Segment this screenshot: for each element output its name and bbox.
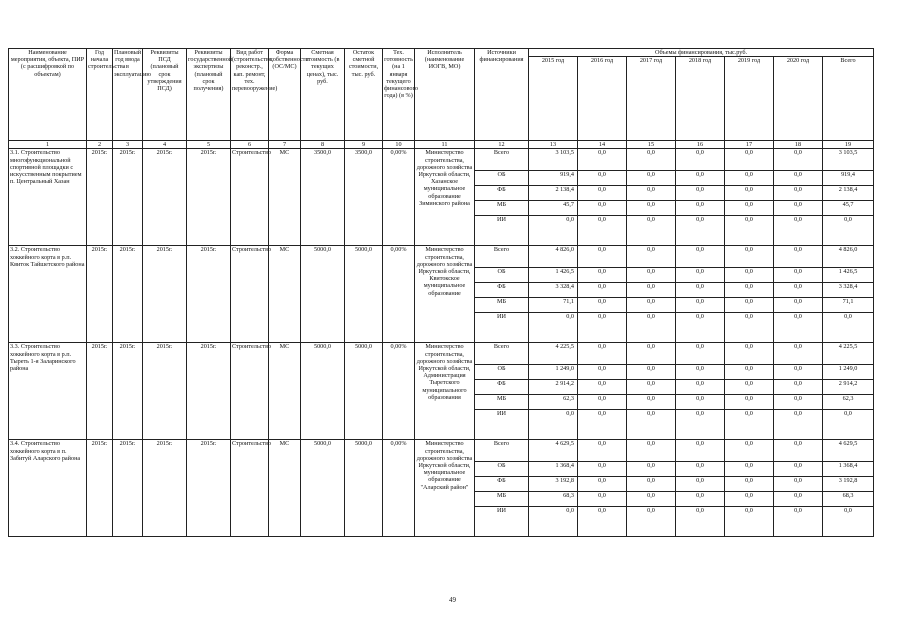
year-value: 0,0 (578, 410, 627, 440)
column-number: 14 (578, 141, 627, 149)
object-name: 3.2. Строительство хоккейного корта в р.п. Квиток Тайшетского района (9, 246, 87, 343)
year-value: 0,0 (676, 395, 725, 410)
header-year: 2016 год (578, 57, 627, 141)
year-value: 0,0 (627, 149, 676, 171)
column-number: 15 (627, 141, 676, 149)
year-value: 0,0 (578, 492, 627, 507)
year-value: 0,0 (676, 492, 725, 507)
funding-source: ОБ (475, 268, 529, 283)
funding-source: ИИ (475, 507, 529, 537)
ownership: МС (269, 440, 301, 537)
column-number: 9 (345, 141, 383, 149)
readiness: 0,00% (383, 246, 415, 343)
year-value: 0,0 (725, 268, 774, 283)
column-number: 13 (529, 141, 578, 149)
start-year: 2015г. (87, 149, 113, 246)
year-value: 0,0 (627, 380, 676, 395)
year-value: 0,0 (627, 171, 676, 186)
total-value: 4 826,0 (823, 246, 874, 268)
readiness: 0,00% (383, 149, 415, 246)
year-value: 0,0 (725, 283, 774, 298)
funding-source: ОБ (475, 365, 529, 380)
total-value: 0,0 (823, 313, 874, 343)
executor: Министерство строительства, дорожного хозяйства Иркутской области, муниципальное образование "Аларский район" (415, 440, 475, 537)
header-year: 2017 год (627, 57, 676, 141)
work-type: Строительство (231, 343, 269, 440)
object-name: 3.3. Строительство хоккейного корта в р.п. Тыреть 1-я Заларинского района (9, 343, 87, 440)
year-value: 1 249,0 (529, 365, 578, 380)
year-value: 0,0 (774, 395, 823, 410)
header-year: 2020 год (774, 57, 823, 141)
year-value: 0,0 (578, 268, 627, 283)
year-value: 0,0 (774, 410, 823, 440)
year-value: 0,0 (627, 492, 676, 507)
year-value: 0,0 (725, 380, 774, 395)
financing-table (8, 48, 874, 537)
ownership: МС (269, 246, 301, 343)
year-value: 0,0 (676, 343, 725, 365)
table-row (9, 440, 874, 462)
year-value: 0,0 (774, 380, 823, 395)
year-value: 919,4 (529, 171, 578, 186)
year-value: 62,3 (529, 395, 578, 410)
year-value: 0,0 (627, 462, 676, 477)
year-value: 0,0 (774, 186, 823, 201)
year-value: 0,0 (725, 507, 774, 537)
year-value: 0,0 (627, 268, 676, 283)
readiness: 0,00% (383, 440, 415, 537)
year-value: 0,0 (774, 365, 823, 380)
funding-source: ИИ (475, 216, 529, 246)
year-value: 0,0 (725, 246, 774, 268)
header-year: 2018 год (676, 57, 725, 141)
column-number: 7 (269, 141, 301, 149)
header-year: 2019 год (725, 57, 774, 141)
column-number: 16 (676, 141, 725, 149)
year-value: 0,0 (774, 440, 823, 462)
year-value: 0,0 (774, 149, 823, 171)
psd-date: 2015г. (143, 343, 187, 440)
year-value: 0,0 (774, 216, 823, 246)
year-value: 0,0 (676, 171, 725, 186)
column-number: 11 (415, 141, 475, 149)
year-value: 0,0 (725, 298, 774, 313)
year-value: 0,0 (774, 477, 823, 492)
ownership: МС (269, 343, 301, 440)
funding-source: МБ (475, 201, 529, 216)
year-value: 4 629,5 (529, 440, 578, 462)
funding-source: ФБ (475, 477, 529, 492)
expertise-date: 2015г. (187, 440, 231, 537)
year-value: 0,0 (774, 171, 823, 186)
executor: Министерство строительства, дорожного хозяйства Иркутской области, Администрация Тыретского муниципального образования (415, 343, 475, 440)
estimated-cost: 5000,0 (301, 440, 345, 537)
column-number: 17 (725, 141, 774, 149)
year-value: 0,0 (774, 201, 823, 216)
year-value: 0,0 (627, 440, 676, 462)
total-value: 919,4 (823, 171, 874, 186)
funding-source: ОБ (475, 462, 529, 477)
start-year: 2015г. (87, 440, 113, 537)
year-value: 0,0 (627, 410, 676, 440)
expertise-date: 2015г. (187, 343, 231, 440)
funding-source: МБ (475, 492, 529, 507)
year-value: 0,0 (627, 313, 676, 343)
header-ownership: Форма собственности (ОС/МС) (269, 49, 301, 141)
commission-year: 2015г. (113, 440, 143, 537)
column-number: 19 (823, 141, 874, 149)
psd-date: 2015г. (143, 149, 187, 246)
total-value: 3 103,5 (823, 149, 874, 171)
year-value: 0,0 (676, 440, 725, 462)
funding-source: ИИ (475, 313, 529, 343)
year-value: 0,0 (725, 171, 774, 186)
remaining-cost: 3500,0 (345, 149, 383, 246)
year-value: 0,0 (676, 313, 725, 343)
year-value: 0,0 (725, 149, 774, 171)
total-value: 3 328,4 (823, 283, 874, 298)
total-value: 0,0 (823, 507, 874, 537)
year-value: 0,0 (578, 216, 627, 246)
psd-date: 2015г. (143, 246, 187, 343)
total-value: 4 629,5 (823, 440, 874, 462)
year-value: 0,0 (627, 186, 676, 201)
year-value: 0,0 (676, 507, 725, 537)
column-number: 6 (231, 141, 269, 149)
year-value: 0,0 (725, 313, 774, 343)
year-value: 0,0 (529, 410, 578, 440)
funding-source: ИИ (475, 410, 529, 440)
year-value: 0,0 (627, 283, 676, 298)
year-value: 0,0 (578, 298, 627, 313)
column-number: 12 (475, 141, 529, 149)
year-value: 0,0 (774, 298, 823, 313)
commission-year: 2015г. (113, 246, 143, 343)
funding-source: Всего (475, 149, 529, 171)
year-value: 0,0 (774, 462, 823, 477)
year-value: 0,0 (676, 462, 725, 477)
header-remaining-cost: Остаток сметной стоимости, тыс. руб. (345, 49, 383, 141)
header-work-type: Вид работ (строительство, реконстр., кап. ремонт, тех. перевооружение) (231, 49, 269, 141)
year-value: 0,0 (676, 149, 725, 171)
year-value: 0,0 (725, 410, 774, 440)
year-value: 0,0 (774, 246, 823, 268)
header-commission-year: Плановый год ввода в эксплуатацию (113, 49, 143, 141)
year-value: 2 914,2 (529, 380, 578, 395)
year-value: 0,0 (774, 343, 823, 365)
year-value: 0,0 (627, 343, 676, 365)
year-value: 0,0 (725, 440, 774, 462)
readiness: 0,00% (383, 343, 415, 440)
object-name: 3.4. Строительство хоккейного корта в п. Забитуй Аларского района (9, 440, 87, 537)
year-value: 0,0 (676, 477, 725, 492)
total-value: 0,0 (823, 216, 874, 246)
estimated-cost: 5000,0 (301, 343, 345, 440)
year-value: 4 225,5 (529, 343, 578, 365)
column-number: 1 (9, 141, 87, 149)
year-value: 0,0 (725, 186, 774, 201)
year-value: 0,0 (627, 298, 676, 313)
total-value: 2 914,2 (823, 380, 874, 395)
table-row (9, 149, 874, 171)
column-number: 10 (383, 141, 415, 149)
total-value: 1 249,0 (823, 365, 874, 380)
year-value: 3 192,8 (529, 477, 578, 492)
total-value: 4 225,5 (823, 343, 874, 365)
year-value: 0,0 (676, 380, 725, 395)
year-value: 0,0 (627, 246, 676, 268)
expertise-date: 2015г. (187, 246, 231, 343)
year-value: 68,3 (529, 492, 578, 507)
start-year: 2015г. (87, 246, 113, 343)
year-value: 45,7 (529, 201, 578, 216)
year-value: 0,0 (578, 186, 627, 201)
year-value: 0,0 (627, 507, 676, 537)
funding-source: ФБ (475, 380, 529, 395)
year-value: 0,0 (627, 216, 676, 246)
year-value: 0,0 (725, 365, 774, 380)
column-number: 2 (87, 141, 113, 149)
header-year: 2015 год (529, 57, 578, 141)
year-value: 0,0 (529, 507, 578, 537)
funding-source: Всего (475, 246, 529, 268)
funding-source: МБ (475, 395, 529, 410)
year-value: 0,0 (774, 268, 823, 283)
year-value: 0,0 (774, 507, 823, 537)
funding-source: ОБ (475, 171, 529, 186)
executor: Министерство строительства, дорожного хозяйства Иркутской области, Хазанское муниципальное образование Зиминского района (415, 149, 475, 246)
year-value: 0,0 (774, 283, 823, 298)
year-value: 0,0 (578, 171, 627, 186)
year-value: 0,0 (725, 492, 774, 507)
year-value: 0,0 (578, 477, 627, 492)
total-value: 68,3 (823, 492, 874, 507)
column-numbers-row (9, 141, 874, 149)
year-value: 0,0 (578, 343, 627, 365)
column-number: 18 (774, 141, 823, 149)
year-value: 0,0 (676, 246, 725, 268)
year-value: 3 103,5 (529, 149, 578, 171)
total-value: 1 368,4 (823, 462, 874, 477)
header-readiness: Тех. готовность (на 1 января текущего финансового года) (в %) (383, 49, 415, 141)
year-value: 0,0 (774, 492, 823, 507)
funding-source: Всего (475, 343, 529, 365)
column-number: 3 (113, 141, 143, 149)
header-start-year: Год начала строительства (87, 49, 113, 141)
header-total: Всего (823, 57, 874, 141)
work-type: Строительство (231, 246, 269, 343)
header-name: Наименование мероприятия, объекта, ПИР (с расшифровкой по объектам) (9, 49, 87, 141)
year-value: 0,0 (578, 440, 627, 462)
remaining-cost: 5000,0 (345, 246, 383, 343)
column-number: 5 (187, 141, 231, 149)
year-value: 4 826,0 (529, 246, 578, 268)
total-value: 3 192,8 (823, 477, 874, 492)
estimated-cost: 5000,0 (301, 246, 345, 343)
year-value: 0,0 (774, 313, 823, 343)
year-value: 71,1 (529, 298, 578, 313)
executor: Министерство строительства, дорожного хозяйства Иркутской области, Квитокское муниципальное образование (415, 246, 475, 343)
year-value: 0,0 (676, 365, 725, 380)
header-funding-volume: Объемы финансирования, тыс.руб. (529, 49, 874, 57)
header-funding-sources: Источники финансирования (475, 49, 529, 141)
total-value: 45,7 (823, 201, 874, 216)
total-value: 0,0 (823, 410, 874, 440)
funding-source: ФБ (475, 186, 529, 201)
year-value: 0,0 (676, 201, 725, 216)
year-value: 0,0 (578, 283, 627, 298)
year-value: 0,0 (578, 507, 627, 537)
year-value: 0,0 (725, 395, 774, 410)
commission-year: 2015г. (113, 343, 143, 440)
year-value: 0,0 (676, 268, 725, 283)
year-value: 0,0 (725, 477, 774, 492)
funding-source: Всего (475, 440, 529, 462)
year-value: 0,0 (627, 395, 676, 410)
year-value: 0,0 (676, 410, 725, 440)
year-value: 0,0 (627, 477, 676, 492)
year-value: 0,0 (676, 216, 725, 246)
expertise-date: 2015г. (187, 149, 231, 246)
year-value: 0,0 (676, 186, 725, 201)
header-expertise-details: Реквизиты государственной экспертизы (плановый срок получения) (187, 49, 231, 141)
year-value: 0,0 (676, 283, 725, 298)
year-value: 2 138,4 (529, 186, 578, 201)
year-value: 0,0 (578, 365, 627, 380)
year-value: 0,0 (529, 216, 578, 246)
header-psd-details: Реквизиты ПСД (плановый срок утверждения ПСД) (143, 49, 187, 141)
remaining-cost: 5000,0 (345, 343, 383, 440)
year-value: 1 426,5 (529, 268, 578, 283)
table-row (9, 246, 874, 268)
psd-date: 2015г. (143, 440, 187, 537)
total-value: 2 138,4 (823, 186, 874, 201)
year-value: 0,0 (578, 149, 627, 171)
year-value: 0,0 (578, 395, 627, 410)
year-value: 0,0 (578, 462, 627, 477)
year-value: 0,0 (578, 313, 627, 343)
column-number: 8 (301, 141, 345, 149)
work-type: Строительство (231, 149, 269, 246)
total-value: 1 426,5 (823, 268, 874, 283)
year-value: 0,0 (627, 201, 676, 216)
total-value: 62,3 (823, 395, 874, 410)
year-value: 0,0 (725, 343, 774, 365)
page-number: 49 (449, 596, 456, 604)
year-value: 0,0 (627, 365, 676, 380)
year-value: 0,0 (578, 201, 627, 216)
start-year: 2015г. (87, 343, 113, 440)
commission-year: 2015г. (113, 149, 143, 246)
funding-source: МБ (475, 298, 529, 313)
year-value: 0,0 (725, 462, 774, 477)
work-type: Строительство (231, 440, 269, 537)
year-value: 1 368,4 (529, 462, 578, 477)
funding-source: ФБ (475, 283, 529, 298)
year-value: 0,0 (578, 246, 627, 268)
total-value: 71,1 (823, 298, 874, 313)
year-value: 3 328,4 (529, 283, 578, 298)
year-value: 0,0 (725, 216, 774, 246)
header-executor: Исполнитель (наименование ИОГВ, МО) (415, 49, 475, 141)
remaining-cost: 5000,0 (345, 440, 383, 537)
ownership: МС (269, 149, 301, 246)
year-value: 0,0 (529, 313, 578, 343)
estimated-cost: 3500,0 (301, 149, 345, 246)
year-value: 0,0 (725, 201, 774, 216)
column-number: 4 (143, 141, 187, 149)
table-row (9, 343, 874, 365)
year-value: 0,0 (676, 298, 725, 313)
header-estimated-cost: Сметная стоимость (в текущих ценах), тыс. руб. (301, 49, 345, 141)
year-value: 0,0 (578, 380, 627, 395)
object-name: 3.1. Строительство многофункциональной спортивной площадки с искусственным покрытием п. Центральный Хазан (9, 149, 87, 246)
